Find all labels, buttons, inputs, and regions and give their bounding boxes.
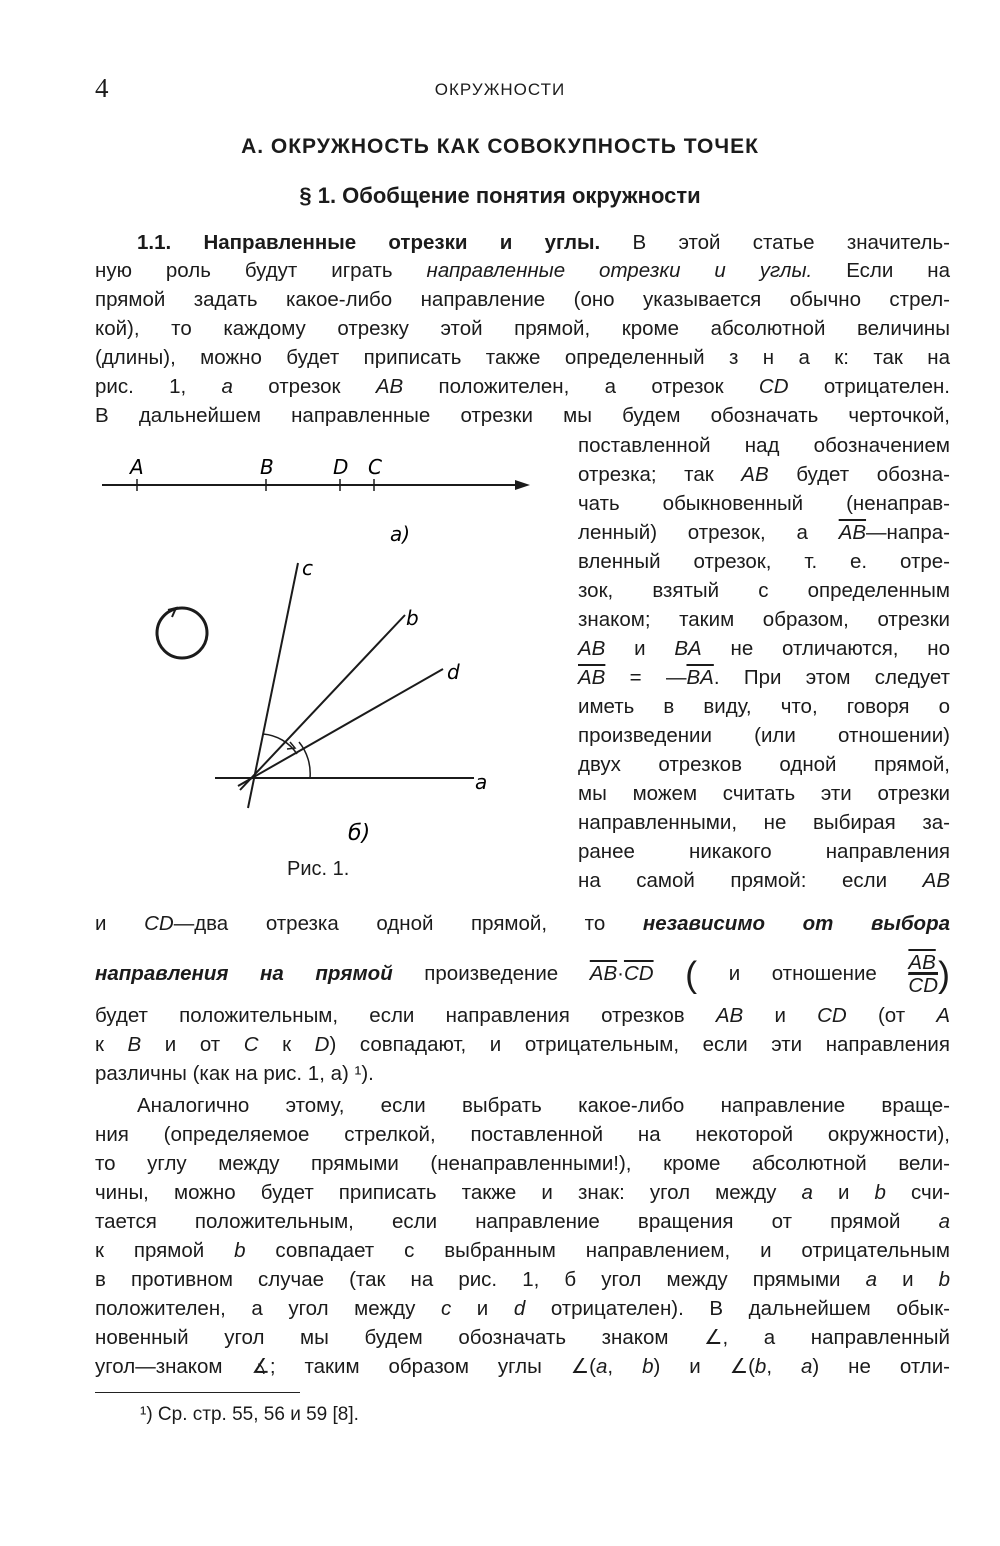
part-a-label: а) bbox=[390, 522, 411, 546]
text-line: к B и от C к D) совпадают, и отрицательным, если эти направления bbox=[95, 1033, 950, 1056]
text-line: Аналогично этому, если выбрать какое-либо направление враще- bbox=[137, 1094, 950, 1117]
orientation-circle bbox=[157, 608, 207, 658]
line-label-b: b bbox=[406, 606, 419, 630]
line-d bbox=[238, 669, 443, 786]
text-line: В дальнейшем направленные отрезки мы будем обозначать черточкой, bbox=[95, 404, 950, 427]
figure-caption: Рис. 1. bbox=[287, 858, 350, 880]
section-title: А. ОКРУЖНОСТЬ КАК СОВОКУПНОСТЬ ТОЧЕК bbox=[241, 135, 759, 158]
text-line: кой), то каждому отрезку этой прямой, кроме абсолютной величины bbox=[95, 317, 950, 340]
text-line: 1.1. Направленные отрезки и углы. В этой статье значитель- bbox=[137, 231, 950, 254]
footnote: ¹) Ср. стр. 55, 56 и 59 [8]. bbox=[140, 1404, 359, 1425]
text-line: $\overline{AB}$ = $—\overline{BA}$. При этом следует bbox=[578, 666, 950, 689]
text-line: ленный) отрезок, а $\overline{AB}—напра-$ bbox=[578, 521, 950, 544]
text-line: тается положительным, если направление вращения от прямой a bbox=[95, 1210, 950, 1233]
text-line: чать обыкновенный (ненаправ- bbox=[578, 492, 950, 515]
text-line: прямой задать какое-либо направление (оно указывается обычно стрел- bbox=[95, 288, 950, 311]
text-line: рис. 1, а отрезок AB положителен, а отрезок CD отрицателен. bbox=[95, 375, 950, 398]
text-line: чины, можно будет приписать также и знак: угол между a и b счи- bbox=[95, 1181, 950, 1204]
text-line: иметь в виду, что, говоря о bbox=[578, 695, 950, 718]
paragraph-title: § 1. Обобщение понятия окружности bbox=[299, 183, 701, 208]
ratio-fraction: $\frac{\overline{AB}}{CD}$ bbox=[908, 951, 938, 997]
text-line: будет положительным, если направления отрезков AB и CD (от A bbox=[95, 1004, 951, 1027]
page-number: 4 bbox=[95, 73, 109, 103]
text-line: ную роль будут играть направленные отрезки и углы. Если на bbox=[95, 259, 950, 282]
text-line: то углу между прямыми (ненаправленными!), кроме абсолютной вели- bbox=[95, 1152, 950, 1175]
text-line: и CD—два отрезка одной прямой, то независимо от выбора bbox=[95, 912, 951, 935]
text-line: к прямой b совпадает с выбранным направлением, и отрицательным bbox=[95, 1239, 950, 1262]
line-label-a: a bbox=[475, 770, 488, 794]
line-label-d: d bbox=[447, 660, 460, 684]
text-line: вленный отрезок, т. е. отре- bbox=[578, 550, 950, 573]
text-line: положителен, а угол между c и d отрицателен). В дальнейшем обык- bbox=[95, 1297, 951, 1320]
text-line: двух отрезков одной прямой, bbox=[578, 753, 950, 776]
text-line: направления на прямой произведение $\overline{AB}\cdot\overline{CD}$ ( и отношение $\frac{\overline{AB}}{CD}$ ) bbox=[95, 951, 950, 997]
text-line: угол—знаком ∡; таким образом углы ∠(a, b) и ∠(b, a) не отли- bbox=[95, 1355, 950, 1378]
text-line: различны (как на рис. 1, а) ¹). bbox=[95, 1062, 374, 1085]
arrow-head-icon bbox=[515, 480, 530, 490]
text-line: поставленной над обозначением bbox=[578, 434, 950, 457]
text-line: произведении (или отношении) bbox=[578, 724, 950, 747]
text-line: зок, взятый с определенным bbox=[578, 579, 950, 602]
text-line: мы можем считать эти отрезки bbox=[578, 782, 950, 805]
angle-arrow-icon bbox=[287, 742, 295, 749]
text-line: на самой прямой: если AB bbox=[578, 869, 950, 892]
text-line: ранее никакого направления bbox=[578, 840, 950, 863]
line-b bbox=[240, 615, 405, 790]
line-c bbox=[248, 563, 298, 808]
text-line: (длины), можно будет приписать также определенный з н а к: так на bbox=[95, 346, 950, 369]
text-line: знаком; таким образом, отрезки bbox=[578, 608, 950, 631]
text-line: ния (определяемое стрелкой, поставленной на некоторой окружности), bbox=[95, 1123, 950, 1146]
footnote-rule bbox=[95, 1392, 300, 1393]
part-b-label: б) bbox=[348, 821, 371, 845]
text-line: новенный угол мы будем обозначать знаком ∠, а направленный bbox=[95, 1326, 950, 1349]
text-line: AB и BA не отличаются, но bbox=[578, 637, 950, 660]
point-label-B: B bbox=[260, 455, 274, 479]
line-label-c: c bbox=[302, 556, 313, 580]
point-label-C: C bbox=[368, 455, 382, 479]
running-title: ОКРУЖНОСТИ bbox=[434, 80, 566, 99]
text-line: отрезка; так AB будет обозна- bbox=[578, 463, 950, 486]
figure-1 bbox=[90, 445, 530, 845]
text-line: направленными, не выбирая за- bbox=[578, 811, 950, 834]
point-label-D: D bbox=[333, 455, 349, 479]
text-line: в противном случае (так на рис. 1, б угол между прямыми a и b bbox=[95, 1268, 951, 1291]
point-label-A: A bbox=[130, 455, 144, 479]
